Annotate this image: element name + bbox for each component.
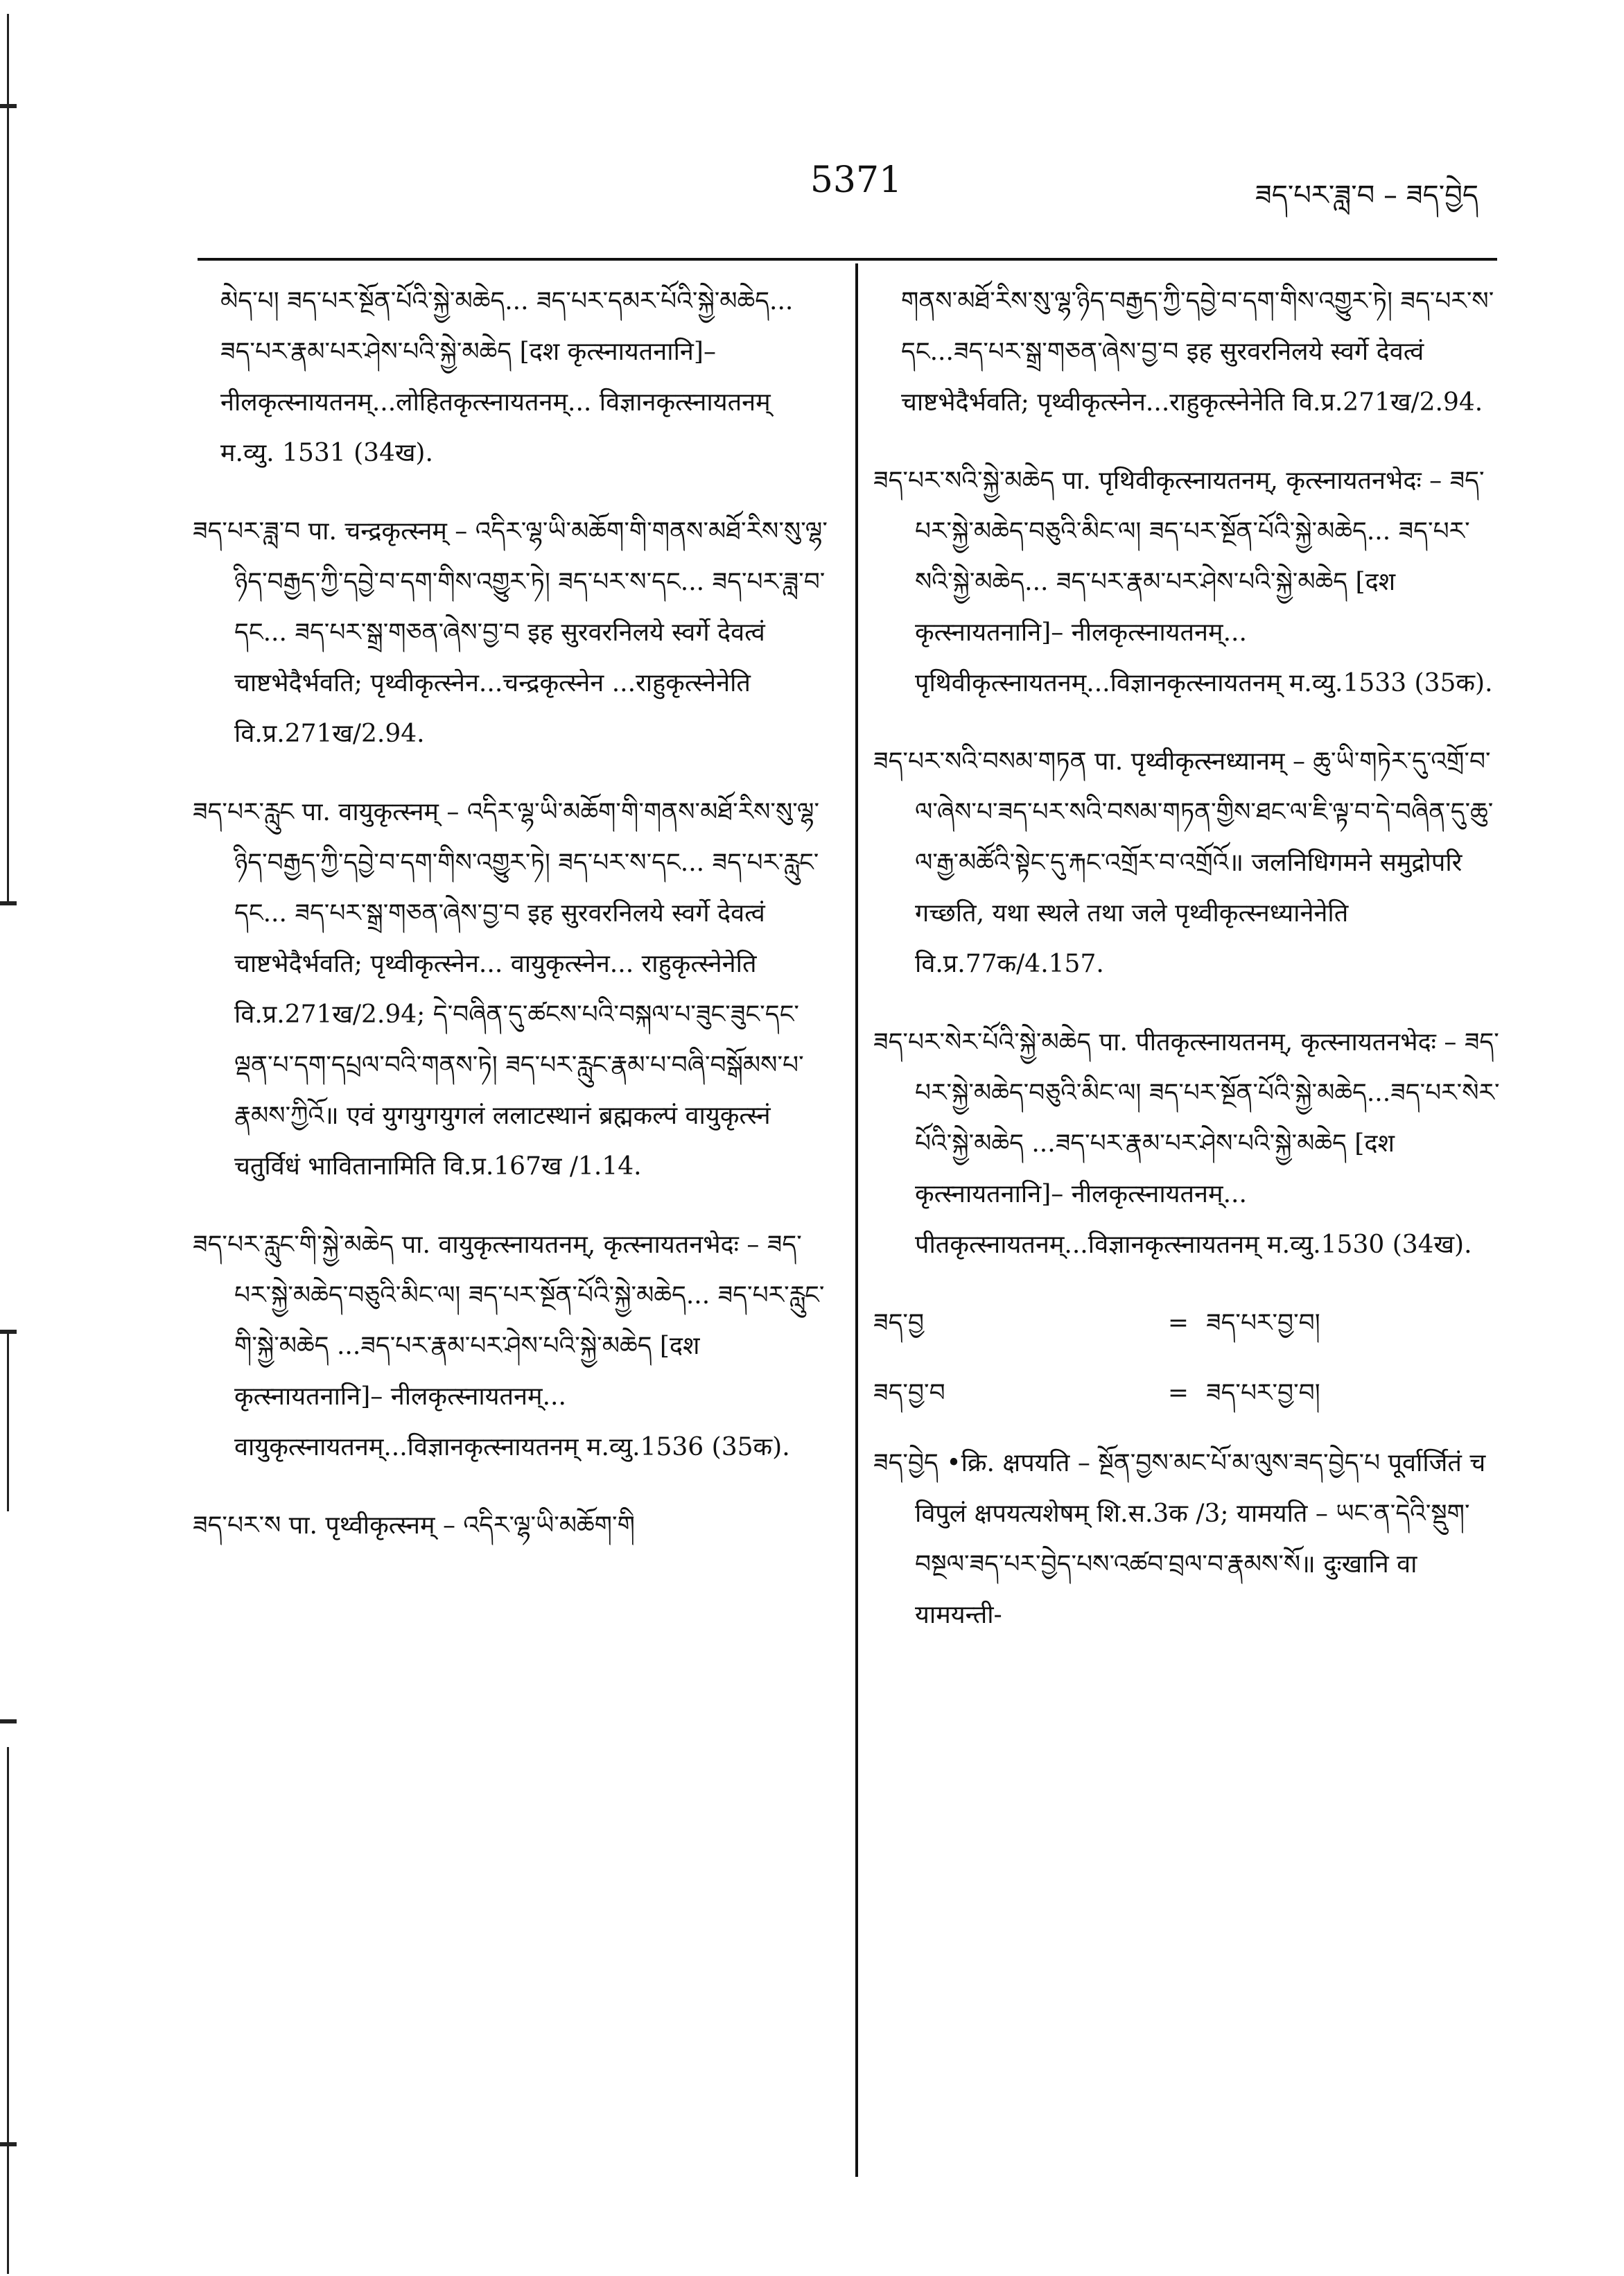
binding-mark (0, 2142, 17, 2146)
dictionary-entry: ཟད་པར་སའི་བསམ་གཏན पा. पृथ्वीकृत्स्नध्यानम् – ཆུ་ཡི་གཏེར་དུ་འགྲོ་བ་ལ་ཞེས་པ་ཟད་པར་སའི་བསམ་གཏན་གྱིས་ཐང་ལ་ཇི་ལྟ་བ་དེ་བཞིན་དུ་ཆུ་ལ་རྒྱ་མཚོའི་སྟེང་དུ་རྐང་འགྲོར་བ་འགྲོའོ॥ जलनिधिगमने समुद्रोपरि गच्छति, यथा स्थले तथा जले पृथ्वीकृत्स्नध्यानेनेति वि.प्र.77क/4.157. (873, 747, 1494, 978)
left-column (193, 276, 830, 1579)
binding-mark (0, 1330, 17, 1334)
equivalence-target: ཟད་པར་བྱ་བ། (1206, 1309, 1320, 1337)
binding-edge (0, 0, 42, 2276)
equivalence-row (873, 1298, 1501, 1348)
equivalence-headword: ཟད་བྱ་བ (873, 1379, 945, 1407)
equals-sign: = (1167, 1379, 1189, 1407)
equivalence-headword: ཟད་བྱ (873, 1309, 925, 1337)
column-divider (855, 263, 858, 2177)
header-rule (198, 258, 1497, 261)
equivalence-target: ཟད་པར་བྱ་བ། (1206, 1379, 1320, 1407)
dictionary-entry: ཟད་པར་རླུང पा. वायुकृत्स्नम् – འདིར་ལྷ་ཡི་མཆོག་གི་གནས་མཐོ་རིས་སུ་ལྷ་ཉིད་བརྒྱད་ཀྱི་དབྱེ་བ་དག་གིས་འགྱུར་ཏེ། ཟད་པར་ས་དང... ཟད་པར་རླུང་དང... ཟད་པར་སྒྲ་གཅན་ཞེས་བྱ་བ इह सुरवरनिलये स्वर्गे देवत्वं चाष्टभेदैर्भवति; पृथ्वीकृत्स्नेन... वायुकृत्स्नेन... राहुकृत्स्नेनेति वि.प्र.271ख/2.94; དེ་བཞིན་དུ་ཚངས་པའི་བསྐལ་པ་ཟུང་ཟུང་དང་ལྡན་པ་དག་དཔྲལ་བའི་གནས་ཏེ། ཟད་པར་རླུང་རྣམ་པ་བཞི་བསྒོམས་པ་རྣམས་ཀྱིའོ॥ एवं युगयुगयुगलं ललाटस्थानं ब्रह्मकल्पं वायुकृत्स्नं चतुर्विधं भावितानामिति वि.प्र.167ख /1.14. (193, 798, 820, 1181)
dictionary-entry: ཟད་པར་ས पा. पृथ्वीकृत्स्नम् – འདིར་ལྷ་ཡི་མཆོག་གི (193, 1511, 635, 1540)
binding-rule (7, 1747, 9, 2274)
dictionary-entry: ཟད་པར་ཟླ་བ पा. चन्द्रकृत्स्नम् – འདིར་ལྷ་ཡི་མཆོག་གི་གནས་མཐོ་རིས་སུ་ལྷ་ཉིད་བརྒྱད་ཀྱི་དབྱེ་བ་དག་གིས་འགྱུར་ཏེ། ཟད་པར་ས་དང... ཟད་པར་ཟླ་བ་དང... ཟད་པར་སྒྲ་གཅན་ཞེས་བྱ་བ इह सुरवरनिलये स्वर्गे देवत्वं चाष्टभेदैर्भवति; पृथ्वीकृत्स्नेन...चन्द्रकृत्स्नेन ...राहुकृत्स्नेनेति वि.प्र.271ख/2.94. (193, 517, 828, 748)
right-column (873, 276, 1501, 1668)
dictionary-entry: ཟད་བྱེད •क्रि. क्षपयति – སྔོན་བྱས་མང་པོ་མ་ལུས་ཟད་བྱེད་པ पूर्वार्जितं च विपुलं क्षपयत्यशेषम् शि.स.3क /3; यामयति – ཡང་ན་དེའི་སྡུག་བསྔལ་ཟད་པར་བྱེད་པས་འཚབ་བྲལ་བ་རྣམས་སོ॥ दुःखानि वा यामयन्ती- (873, 1449, 1486, 1629)
binding-mark (0, 901, 17, 905)
binding-rule (7, 1331, 9, 1511)
equivalence-row (873, 1368, 1501, 1418)
dictionary-entry: ཟད་པར་སའི་སྐྱེ་མཆེད पा. पृथिवीकृत्स्नायतनम्, कृत्स्नायतनभेदः – ཟད་པར་སྐྱེ་མཆེད་བཅུའི་མིང་ལ། ཟད་པར་སྔོན་པོའི་སྐྱེ་མཆེད... ཟད་པར་སའི་སྐྱེ་མཆེད... ཟད་པར་རྣམ་པར་ཤེས་པའི་སྐྱེ་མཆེད [दश कृत्स्नायतनानि]– नीलकृत्स्नायतनम्... पृथिवीकृत्स्नायतनम्...विज्ञानकृत्स्नायतनम् म.व्यु.1533 (35क). (873, 467, 1493, 697)
binding-mark (0, 1719, 17, 1723)
equals-sign: = (1167, 1309, 1189, 1337)
binding-rule (7, 14, 9, 901)
page-header (0, 159, 1624, 215)
dictionary-entry: ཟད་པར་རླུང་གི་སྐྱེ་མཆེད पा. वायुकृत्स्नायतनम्, कृत्स्नायतनभेदः – ཟད་པར་སྐྱེ་མཆེད་བཅུའི་མིང་ལ། ཟད་པར་སྔོན་པོའི་སྐྱེ་མཆེད... ཟད་པར་རླུང་གི་སྐྱེ་མཆེད ...ཟད་པར་རྣམ་པར་ཤེས་པའི་སྐྱེ་མཆེད [दश कृत्स्नायतनानि]– नीलकृत्स्नायतनम्... वायुकृत्स्नायतनम्...विज्ञानकृत्स्नायतनम् म.व्यु.1536 (35क). (193, 1231, 825, 1461)
dictionary-entry: མེད་པ། ཟད་པར་སྔོན་པོའི་སྐྱེ་མཆེད... ཟད་པར་དམར་པོའི་སྐྱེ་མཆེད... ཟད་པར་རྣམ་པར་ཤེས་པའི་སྐྱེ་མཆེད [दश कृत्स्नायतनानि]– नीलकृत्स्नायतनम्...लोहितकृत्स्नायतनम्... विज्ञानकृत्स्नायतनम् म.व्यु. 1531 (34ख). (220, 287, 794, 467)
page-number: 5371 (810, 159, 902, 201)
dictionary-entry-continuation: གནས་མཐོ་རིས་སུ་ལྷ་ཉིད་བརྒྱད་ཀྱི་དབྱེ་བ་དག་གིས་འགྱུར་ཏེ། ཟད་པར་ས་དང...ཟད་པར་སྒྲ་གཅན་ཞེས་བྱ་བ इह सुरवरनिलये स्वर्गे देवत्वं चाष्टभेदैर्भवति; पृथ्वीकृत्स्नेन...राहुकृत्स्नेनेति वि.प्र.271ख/2.94. (901, 287, 1494, 417)
running-head: ཟད་པར་ཟླ་བ – ཟད་བྱེད (1255, 180, 1478, 211)
dictionary-entry: ཟད་པར་སེར་པོའི་སྐྱེ་མཆེད पा. पीतकृत्स्नायतनम्, कृत्स्नायतनभेदः – ཟད་པར་སྐྱེ་མཆེད་བཅུའི་མིང་ལ། ཟད་པར་སྔོན་པོའི་སྐྱེ་མཆེད...ཟད་པར་སེར་པོའི་སྐྱེ་མཆེད ...ཟད་པར་རྣམ་པར་ཤེས་པའི་སྐྱེ་མཆེད [दश कृत्स्नायतनानि]– नीलकृत्स्नायतनम्... पीतकृत्स्नायतनम्...विज्ञानकृत्स्नायतनम् म.व्यु.1530 (34ख). (873, 1028, 1500, 1259)
binding-mark (0, 104, 17, 108)
